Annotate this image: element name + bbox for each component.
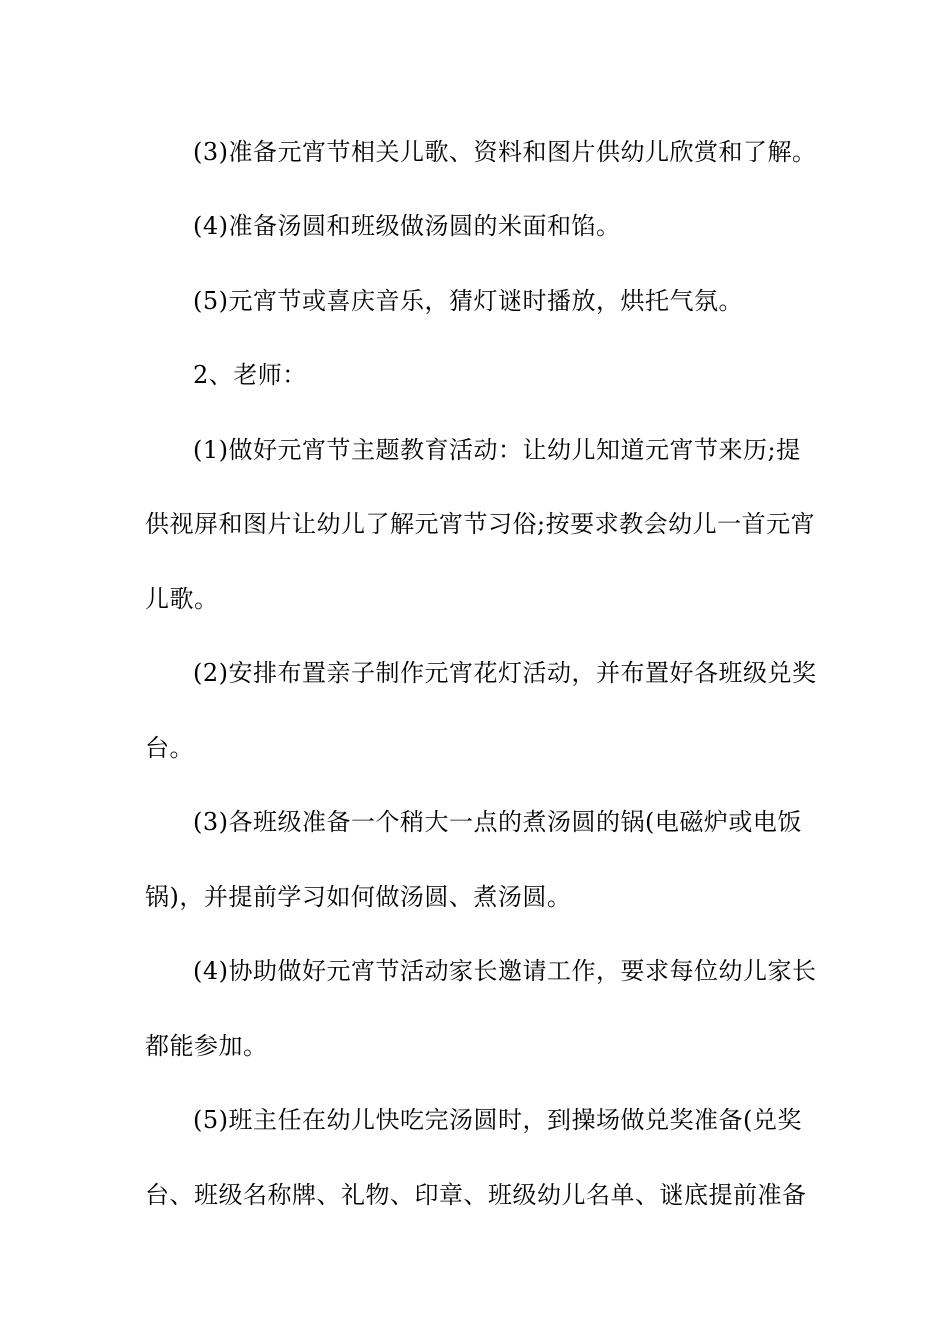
paragraph-line: 锅)，并提前学习如何做汤圆、煮汤圆。	[145, 883, 572, 911]
paragraph-line: (5)元宵节或喜庆音乐，猜灯谜时播放，烘托气氛。	[193, 287, 743, 315]
paragraph-line: 儿歌。	[145, 585, 219, 613]
paragraph-line: (4)准备汤圆和班级做汤圆的米面和馅。	[193, 212, 621, 240]
paragraph-line: (4)协助做好元宵节活动家长邀请工作，要求每位幼儿家长	[193, 957, 817, 985]
paragraph-line: (3)准备元宵节相关儿歌、资料和图片供幼儿欣赏和了解。	[193, 138, 817, 166]
paragraph-line: 台、班级名称牌、礼物、印章、班级幼儿名单、谜底提前准备	[145, 1181, 807, 1209]
paragraph-line: 供视屏和图片让幼儿了解元宵节习俗;按要求教会幼儿一首元宵	[145, 510, 816, 538]
paragraph-line: (1)做好元宵节主题教育活动：让幼儿知道元宵节来历;提	[193, 436, 801, 464]
section-heading: 2、老师：	[193, 361, 307, 389]
paragraph-line: (5)班主任在幼儿快吃完汤圆时，到操场做兑奖准备(兑奖	[193, 1106, 802, 1134]
paragraph-line: (2)安排布置亲子制作元宵花灯活动，并布置好各班级兑奖	[193, 659, 817, 687]
paragraph-line: 都能参加。	[145, 1032, 268, 1060]
paragraph-line: (3)各班级准备一个稍大一点的煮汤圆的锅(电磁炉或电饭	[193, 808, 802, 836]
paragraph-line: 台。	[145, 734, 194, 762]
